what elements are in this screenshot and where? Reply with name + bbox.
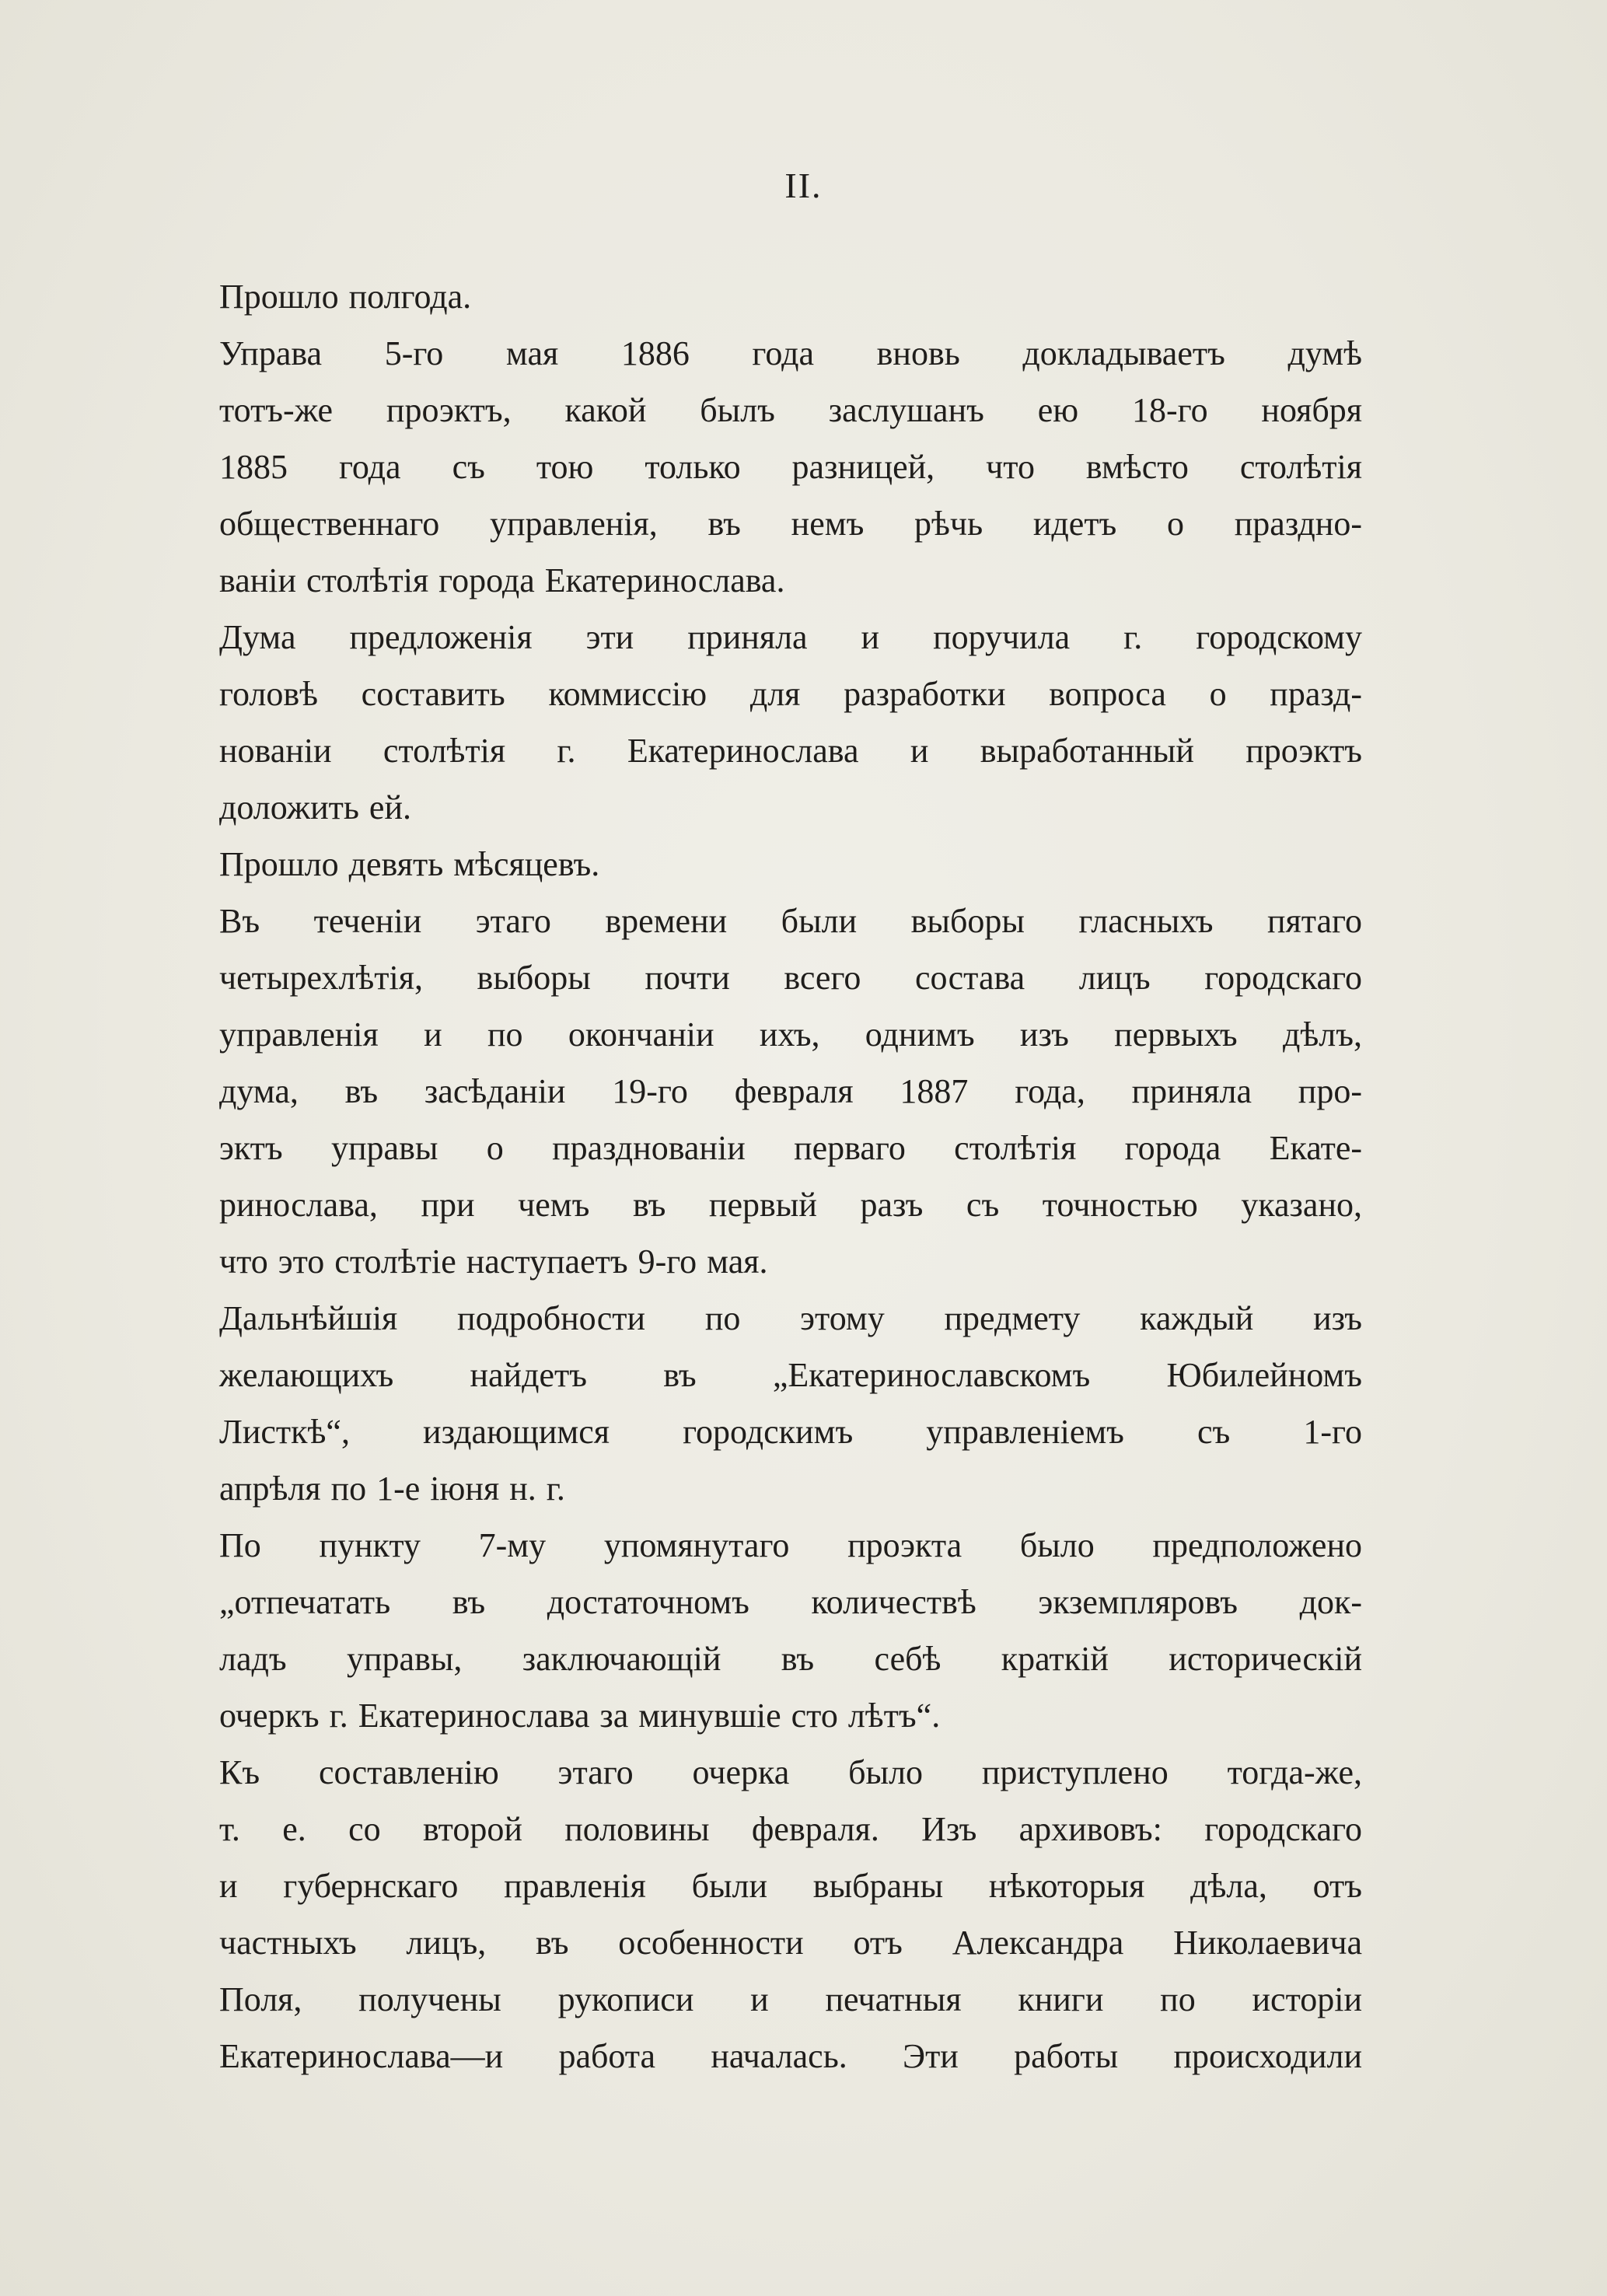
- text-line: общественнаго управленія, въ немъ рѣчь идетъ о праздно-: [219, 505, 1362, 543]
- text-line: частныхъ лицъ, въ особенности отъ Александра Николаевича: [219, 1924, 1362, 1962]
- text-line: ринослава, при чемъ въ первый разъ съ точностью указано,: [219, 1186, 1362, 1224]
- text-line: Къ составленію этаго очерка было приступлено тогда-же,: [219, 1753, 1362, 1791]
- text-line: четырехлѣтія, выборы почти всего состава лицъ городскаго: [219, 959, 1362, 997]
- text-line: Листкѣ“, издающимся городскимъ управленіемъ съ 1-го: [219, 1413, 1362, 1451]
- text-line: Екатеринослава—и работа началась. Эти работы происходили: [219, 2037, 1362, 2075]
- text-line: и губернскаго правленія были выбраны нѣкоторыя дѣла, отъ: [219, 1867, 1362, 1905]
- text-line: ладъ управы, заключающій въ себѣ краткій историческій: [219, 1640, 1362, 1678]
- text-line: По пункту 7-му упомянутаго проэкта было предположено: [219, 1526, 1362, 1564]
- text-line: ваніи столѣтія города Екатеринослава.: [219, 561, 785, 599]
- text-line: Въ теченіи этаго времени были выборы гласныхъ пятаго: [219, 902, 1362, 940]
- text-line: очеркъ г. Екатеринослава за минувшіе сто лѣтъ“.: [219, 1697, 941, 1735]
- text-line: Поля, получены рукописи и печатныя книги по исторіи: [219, 1980, 1362, 2018]
- text-line: эктъ управы о празднованіи перваго столѣтія города Екате-: [219, 1129, 1362, 1167]
- text-line: Прошло девять мѣсяцевъ.: [219, 845, 600, 883]
- body-text: [219, 268, 1362, 2085]
- text-line: 1885 года съ тою только разницей, что вмѣсто столѣтія: [219, 448, 1362, 486]
- text-line: головѣ составить коммиссію для разработки вопроса о празд-: [219, 675, 1362, 713]
- text-line: дума, въ засѣданіи 19-го февраля 1887 года, приняла про-: [219, 1072, 1362, 1110]
- chapter-heading: II.: [784, 166, 823, 205]
- text-line: „отпечатать въ достаточномъ количествѣ экземпляровъ док-: [219, 1583, 1362, 1621]
- text-line: Управа 5-го мая 1886 года вновь докладываетъ думѣ: [219, 334, 1362, 372]
- text-line: что это столѣтіе наступаетъ 9-го мая.: [219, 1242, 768, 1281]
- text-line: тотъ-же проэктъ, какой былъ заслушанъ ею 18-го ноября: [219, 391, 1362, 429]
- text-line: Дума предложенія эти приняла и поручила г. городскому: [219, 618, 1362, 656]
- text-line: управленія и по окончаніи ихъ, однимъ изъ первыхъ дѣлъ,: [219, 1015, 1362, 1054]
- text-line: Прошло полгода.: [219, 278, 472, 316]
- text-line: доложить ей.: [219, 788, 411, 826]
- text-line: нованіи столѣтія г. Екатеринослава и выработанный проэктъ: [219, 732, 1362, 770]
- text-line: апрѣля по 1-е іюня н. г.: [219, 1470, 565, 1508]
- text-line: Дальнѣйшія подробности по этому предмету каждый изъ: [219, 1299, 1362, 1337]
- text-line: т. е. со второй половины февраля. Изъ архивовъ: городскаго: [219, 1810, 1362, 1848]
- text-line: желающихъ найдетъ въ „Екатеринославскомъ Юбилейномъ: [219, 1356, 1362, 1394]
